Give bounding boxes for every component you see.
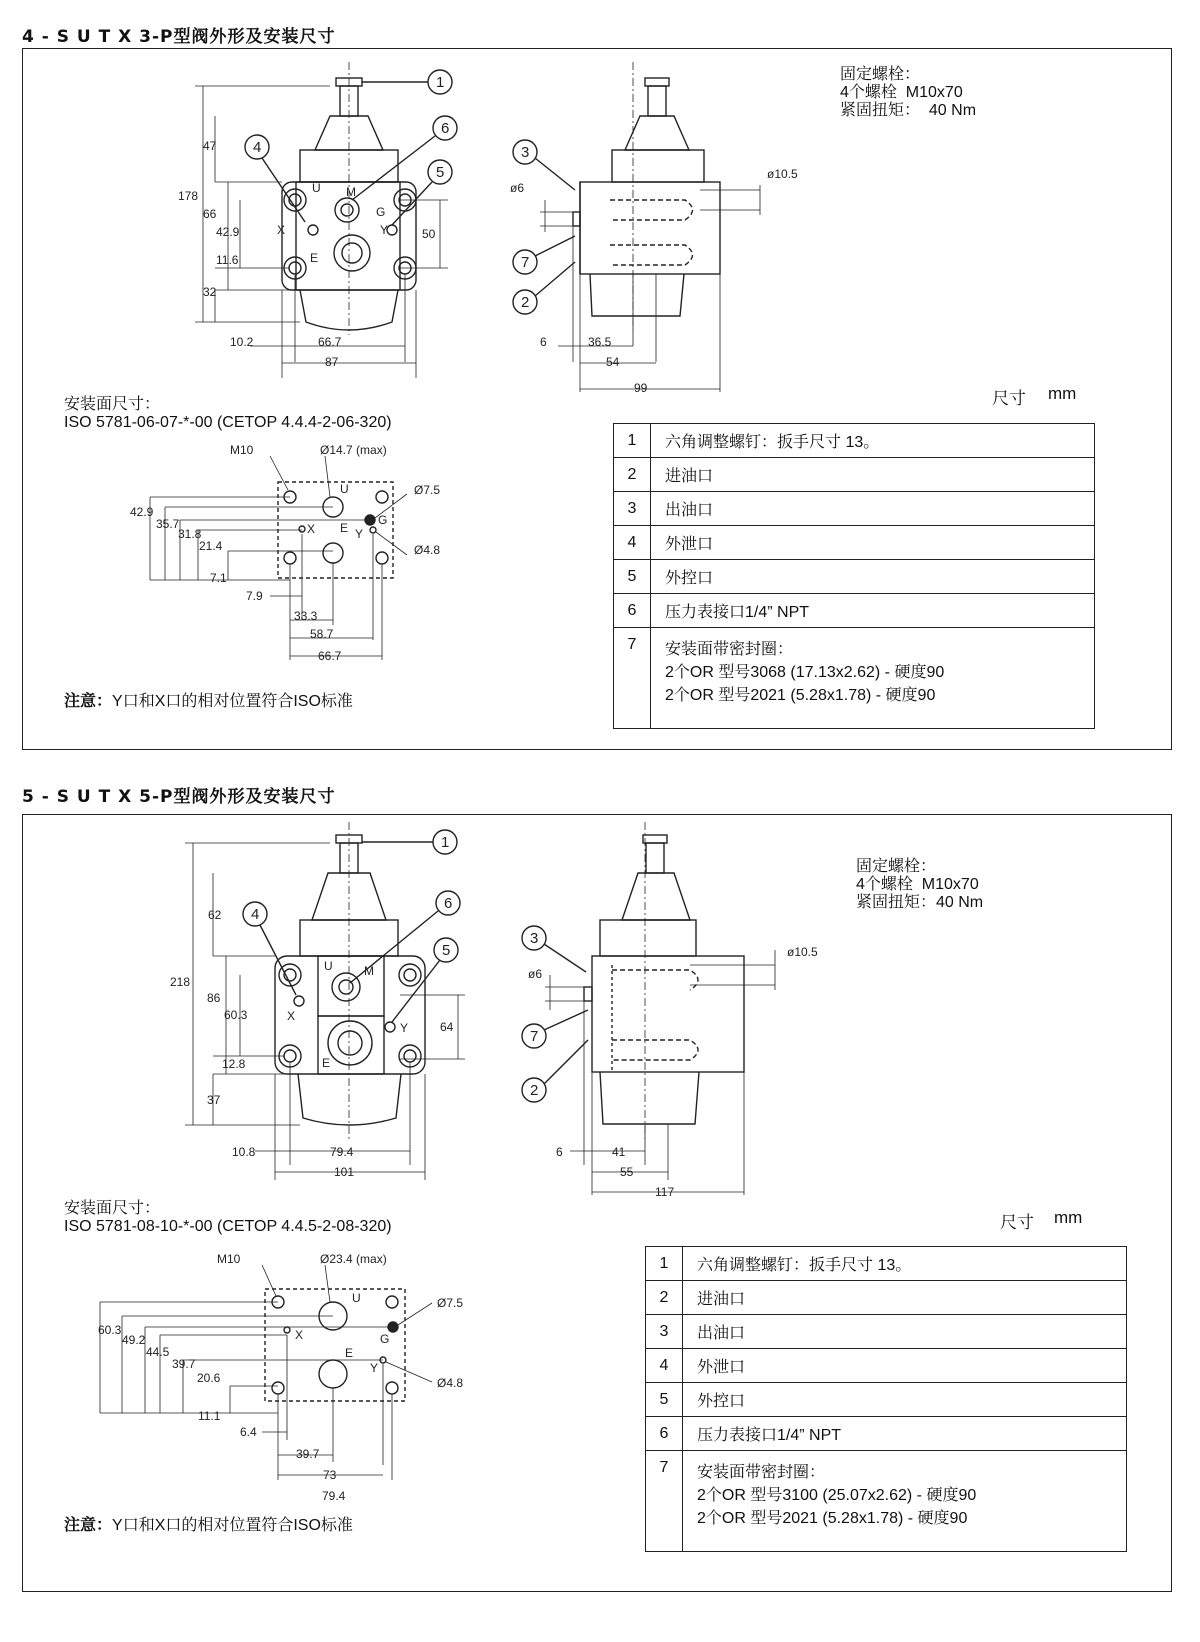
s1-front-dimlines [195, 62, 448, 378]
callout-1: 1 [436, 74, 445, 91]
legend-desc: 安装面带密封圈： 2个OR 型号3068 (17.13x2.62) - 硬度90 2个OR 型号2021 (5.28x1.78) - 硬度90 [651, 628, 1095, 729]
s1-legend-table [613, 423, 1095, 729]
legend-num: 3 [646, 1315, 683, 1349]
callout-7: 7 [530, 1028, 539, 1045]
legend-num: 2 [614, 458, 651, 492]
s2-port-M: M [364, 964, 374, 978]
s2-dim-64: 64 [440, 1020, 454, 1034]
s2-mport-G: G [380, 1332, 390, 1346]
legend-desc: 压力表接口1/4” NPT [683, 1417, 1127, 1451]
s2-bolts-qty: 4个螺栓 M10x70 [856, 876, 979, 893]
s2-mdim-d4.8: Ø4.8 [437, 1376, 464, 1390]
s1-dim-99: 99 [634, 381, 648, 395]
table-row [646, 1417, 1127, 1451]
table-row [614, 424, 1095, 458]
table-row [614, 628, 1095, 729]
s2-mport-E: E [345, 1346, 354, 1360]
callout-5: 5 [442, 942, 451, 959]
s1-dim-11.6: 11.6 [216, 253, 239, 267]
table-row [646, 1451, 1127, 1552]
s2-mdim-6.4: 6.4 [240, 1425, 257, 1439]
legend-num: 6 [614, 594, 651, 628]
s1-mdim-m10: M10 [230, 443, 254, 457]
legend-desc: 外控口 [651, 560, 1095, 594]
callout-4: 4 [253, 139, 262, 156]
table-row [646, 1281, 1127, 1315]
s2-dim-101: 101 [334, 1165, 355, 1179]
s1-dim-66: 66 [203, 207, 217, 221]
s2-bolts-title: 固定螺栓： [856, 858, 937, 875]
s1-dim-47: 47 [203, 139, 217, 153]
s1-mount-title: 安装面尺寸： [64, 396, 161, 413]
callout-1: 1 [441, 834, 450, 851]
s1-note-prefix: 注意： [64, 693, 113, 710]
legend-desc: 六角调整螺钉：扳手尺寸 13。 [683, 1247, 1127, 1281]
s1-mport-X: X [307, 522, 316, 536]
s1-dim-32: 32 [203, 285, 217, 299]
s1-mount-iso: ISO 5781-06-07-*-00 (CETOP 4.4.4-2-06-320) [64, 414, 392, 431]
table-row [614, 458, 1095, 492]
legend-desc: 六角调整螺钉：扳手尺寸 13。 [651, 424, 1095, 458]
s1-port-X: X [277, 223, 286, 237]
legend-desc: 外泄口 [683, 1349, 1127, 1383]
s1-mdim-33.3: 33.3 [294, 609, 318, 623]
s2-dim-6: 6 [556, 1145, 563, 1159]
s1-port-Y: Y [380, 223, 389, 237]
legend-num: 6 [646, 1417, 683, 1451]
s2-mdim-49.2: 49.2 [122, 1333, 146, 1347]
s1-units-label: 尺寸 [992, 389, 1026, 408]
s2-dim-62: 62 [208, 908, 222, 922]
table-row [614, 526, 1095, 560]
s1-mport-U: U [340, 482, 349, 496]
legend-desc: 外泄口 [651, 526, 1095, 560]
s1-mdim-58.7: 58.7 [310, 627, 334, 641]
s1-mdim-d14.7: Ø14.7 (max) [320, 443, 387, 457]
legend-desc: 出油口 [683, 1315, 1127, 1349]
s1-mdim-42.9: 42.9 [130, 505, 154, 519]
s1-mdim-35.7: 35.7 [156, 517, 180, 531]
s2-port-X: X [287, 1009, 296, 1023]
s2-mount-iso: ISO 5781-08-10-*-00 (CETOP 4.4.5-2-08-320) [64, 1218, 392, 1235]
s1-dim-87: 87 [325, 355, 339, 369]
s1-port-E: E [310, 251, 319, 265]
s1-mport-G: G [378, 513, 388, 527]
s2-mdim-44.5: 44.5 [146, 1345, 170, 1359]
s2-mdim-79.4: 79.4 [322, 1489, 346, 1503]
s2-mdim-39.7b: 39.7 [296, 1447, 320, 1461]
s2-dim-117: 117 [655, 1185, 675, 1199]
s1-mport-Y: Y [355, 527, 364, 541]
s1-dim-10.2: 10.2 [230, 335, 254, 349]
callout-2: 2 [521, 294, 530, 311]
s1-dim-66.7: 66.7 [318, 335, 342, 349]
s1-port-U: U [312, 181, 321, 195]
legend-desc: 进油口 [683, 1281, 1127, 1315]
s1-bolts-qty: 4个螺栓 M10x70 [840, 84, 963, 101]
s1-mdim-66.7: 66.7 [318, 649, 342, 663]
s1-mdim-31.8: 31.8 [178, 527, 202, 541]
s2-note-prefix: 注意： [64, 1517, 113, 1534]
table-row [614, 560, 1095, 594]
table-row [614, 492, 1095, 526]
callout-3: 3 [521, 144, 530, 161]
callout-7: 7 [521, 254, 530, 271]
s1-callouts-front [245, 70, 457, 225]
callout-6: 6 [444, 895, 453, 912]
callout-6: 6 [441, 120, 450, 137]
legend-num: 7 [614, 628, 651, 729]
s1-side-dimlines [540, 62, 760, 392]
legend-num: 3 [614, 492, 651, 526]
table-row [614, 594, 1095, 628]
s1-dim-54: 54 [606, 355, 620, 369]
s1-note [64, 688, 353, 711]
s1-bolts-torque: 紧固扭矩： 40 Nm [840, 102, 977, 119]
s2-mport-U: U [352, 1291, 361, 1305]
s2-port-U: U [324, 959, 333, 973]
s2-legend-table [645, 1246, 1127, 1552]
legend-num: 7 [646, 1451, 683, 1552]
s2-units-label: 尺寸 [1000, 1213, 1034, 1232]
legend-desc: 安装面带密封圈： 2个OR 型号3100 (25.07x2.62) - 硬度90 2个OR 型号2021 (5.28x1.78) - 硬度90 [683, 1451, 1127, 1552]
s2-dim-37: 37 [207, 1093, 221, 1107]
s2-dim-55: 55 [620, 1165, 634, 1179]
s2-dim-60.3: 60.3 [224, 1008, 248, 1022]
table-row [646, 1315, 1127, 1349]
legend-num: 5 [646, 1383, 683, 1417]
s1-note-text: Y口和X口的相对位置符合ISO标准 [112, 693, 353, 710]
callout-3: 3 [530, 930, 539, 947]
legend-num: 4 [614, 526, 651, 560]
s1-dim-6: 6 [540, 335, 547, 349]
s2-mdim-39.7: 39.7 [172, 1357, 196, 1371]
s2-port-Y: Y [400, 1021, 409, 1035]
callout-4: 4 [251, 906, 260, 923]
s2-dim-218: 218 [170, 975, 191, 989]
s1-dim-d6: ø6 [510, 181, 525, 195]
legend-desc: 外控口 [683, 1383, 1127, 1417]
s2-mount-title: 安装面尺寸： [64, 1200, 161, 1217]
s2-dim-d6: ø6 [528, 967, 543, 981]
table-row [646, 1247, 1127, 1281]
legend-num: 4 [646, 1349, 683, 1383]
s2-dim-79.4: 79.4 [330, 1145, 354, 1159]
s2-mdim-20.6: 20.6 [197, 1371, 221, 1385]
s1-mdim-7.1: 7.1 [210, 571, 227, 585]
section2-title: 5 - S U T X 5-P型阀外形及安装尺寸 [22, 787, 336, 807]
section1-title: 4 - S U T X 3-P型阀外形及安装尺寸 [22, 27, 336, 47]
s2-note-text: Y口和X口的相对位置符合ISO标准 [112, 1517, 353, 1534]
s2-mdim-11.1: 11.1 [198, 1409, 221, 1423]
s1-units-value: mm [1048, 384, 1077, 403]
legend-num: 5 [614, 560, 651, 594]
s2-mdim-d23.4: Ø23.4 (max) [320, 1252, 387, 1266]
s1-mdim-d7.5: Ø7.5 [414, 483, 441, 497]
s2-mdim-d7.5: Ø7.5 [437, 1296, 464, 1310]
s1-mdim-21.4: 21.4 [199, 539, 223, 553]
s1-callouts-side [513, 140, 575, 314]
s2-mdim-m10: M10 [217, 1252, 241, 1266]
s1-mdim-7.9: 7.9 [246, 589, 263, 603]
legend-num: 2 [646, 1281, 683, 1315]
s2-dim-86: 86 [207, 991, 221, 1005]
legend-num: 1 [646, 1247, 683, 1281]
s2-mdim-73: 73 [323, 1468, 337, 1482]
s1-dim-36.5: 36.5 [588, 335, 612, 349]
s2-note [64, 1512, 353, 1535]
table-row [646, 1349, 1127, 1383]
s1-dim-178: 178 [178, 189, 199, 203]
s2-dim-d10.5: ø10.5 [787, 945, 818, 959]
s2-dim-10.8: 10.8 [232, 1145, 256, 1159]
table-row [646, 1383, 1127, 1417]
s2-mport-Y: Y [370, 1361, 379, 1375]
s1-dim-d10.5: ø10.5 [767, 167, 798, 181]
s1-side-view [573, 78, 720, 316]
s1-port-M: M [346, 185, 356, 199]
legend-desc: 进油口 [651, 458, 1095, 492]
legend-desc: 出油口 [651, 492, 1095, 526]
s2-units-value: mm [1054, 1208, 1083, 1227]
legend-num: 1 [614, 424, 651, 458]
s1-port-G: G [376, 205, 386, 219]
s1-dim-50: 50 [422, 227, 436, 241]
s2-mport-X: X [295, 1328, 304, 1342]
s2-bolts-torque: 紧固扭矩：40 Nm [856, 894, 984, 911]
callout-5: 5 [436, 164, 445, 181]
s2-port-E: E [322, 1056, 331, 1070]
s1-bolts-title: 固定螺栓： [840, 66, 921, 83]
s1-mport-E: E [340, 521, 349, 535]
s2-mdim-60.3: 60.3 [98, 1323, 122, 1337]
callout-2: 2 [530, 1082, 539, 1099]
s1-dim-42.9: 42.9 [216, 225, 240, 239]
s2-dim-12.8: 12.8 [222, 1057, 246, 1071]
legend-desc: 压力表接口1/4” NPT [651, 594, 1095, 628]
s2-dim-41: 41 [612, 1145, 626, 1159]
s1-mdim-d4.8: Ø4.8 [414, 543, 441, 557]
